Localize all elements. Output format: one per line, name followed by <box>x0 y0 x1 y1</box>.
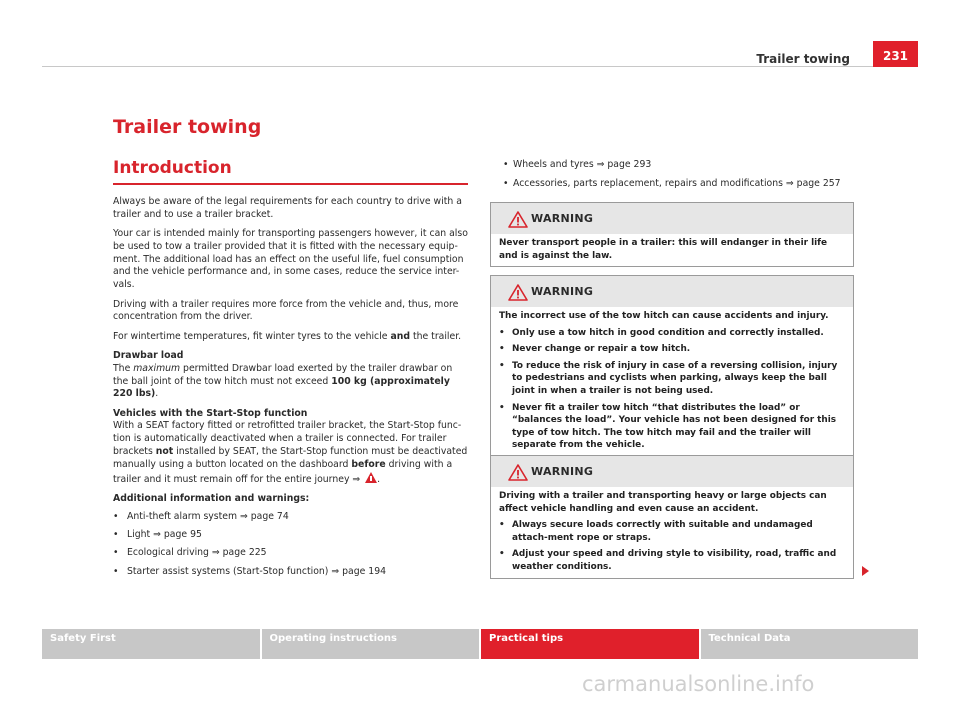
section-title: Introduction <box>113 158 232 178</box>
list-item: • Adjust your speed and driving style to visibility, road, traffic and weather conditions. <box>499 548 845 573</box>
list-item: • Always secure loads correctly with suitable and undamaged attach-ment rope or straps. <box>499 519 845 544</box>
list-item[interactable]: • Starter assist systems (Start-Stop function) ⇒ page 194 <box>113 566 469 579</box>
warning-body <box>491 307 853 456</box>
warning-label: WARNING <box>531 465 594 478</box>
additional-info-heading: Additional information and warnings: <box>113 492 310 504</box>
right-column <box>503 159 851 197</box>
tab-practical-tips[interactable]: Practical tips <box>481 629 701 659</box>
chapter-title: Trailer towing <box>113 116 262 138</box>
intro-paragraph: Always be aware of the legal requirements for each country to drive with a trailer and to use a trailer bracket. <box>113 196 462 220</box>
warning-label: WARNING <box>531 285 594 298</box>
warning-icon[interactable] <box>365 472 377 483</box>
winter-tyres-paragraph: For wintertime temperatures, fit winter tyres to the vehicle and the trailer. <box>113 330 462 342</box>
drawbar-heading: Drawbar load <box>113 349 184 361</box>
continue-arrow-icon <box>862 566 869 576</box>
tab-technical-data[interactable]: Technical Data <box>701 629 919 659</box>
tab-safety-first[interactable]: Safety First <box>42 629 262 659</box>
drawbar-paragraph: The maximum permitted Drawbar load exerted by the trailer drawbar on the ball joint of the tow hitch must not exceed 100 kg (approximately 220 lbs). <box>113 362 453 400</box>
list-item: • Never fit a trailer tow hitch “that distributes the load” or “balances the load”. Your vehicle has not been designed for this type of tow hitch. The tow hitch may fail and the trailer will separate from the vehicle. <box>499 402 845 452</box>
list-item[interactable]: • Accessories, parts replacement, repairs and modifications ⇒ page 257 <box>503 178 851 191</box>
warning-triangle-icon <box>508 464 528 481</box>
startstop-paragraph: With a SEAT factory fitted or retrofitted trailer bracket, the Start-Stop func-tion is automatically deactivated when a trailer is connected. For trailer brackets not installed by SEAT, the Start-Stop function must be deactivated manually using a button located on the dashboard before driving with a trailer and it must remain off for the entire journey ⇒ . <box>113 420 468 485</box>
warning-text: Never transport people in a trailer: this will endanger in their life and is against the law. <box>499 238 828 261</box>
warning-header <box>491 276 853 307</box>
warning-header <box>491 456 853 487</box>
header-rule <box>42 66 918 67</box>
concentration-paragraph: Driving with a trailer requires more force from the vehicle and, thus, more concentration from the driver. <box>113 298 459 323</box>
warning-box-passengers <box>490 202 854 267</box>
warning-box-loads <box>490 455 854 579</box>
warning-triangle-icon <box>508 284 528 301</box>
warning-box-tow-hitch <box>490 275 854 457</box>
left-column <box>113 196 469 584</box>
warning-body <box>491 487 853 578</box>
page-number: 231 <box>873 41 918 67</box>
additional-info-list <box>113 511 469 579</box>
warning-list <box>499 519 845 573</box>
section-rule <box>113 183 468 185</box>
warning-label: WARNING <box>531 212 594 225</box>
warning-text: The incorrect use of the tow hitch can cause accidents and injury. <box>499 311 829 321</box>
usage-paragraph: Your car is intended mainly for transporting passengers however, it can also be used to tow a trailer provided that it is fitted with the necessary equip-ment. The additional load has an effect on the useful life, fuel consumption and the vehicle performance and, in some cases, reduce the service inter-vals. <box>113 228 468 291</box>
reference-list <box>503 159 851 191</box>
warning-header <box>491 203 853 234</box>
warning-text: Driving with a trailer and transporting heavy or large objects can affect vehicle handling and even cause an accident. <box>499 491 827 514</box>
warning-list <box>499 327 845 452</box>
footer-nav <box>42 629 918 659</box>
warning-triangle-icon <box>508 211 528 228</box>
running-title: Trailer towing <box>756 52 850 66</box>
list-item: • Never change or repair a tow hitch. <box>499 343 845 356</box>
warning-body <box>491 234 853 266</box>
watermark: carmanualsonline.info <box>582 672 815 696</box>
list-item: • To reduce the risk of injury in case of a reversing collision, injury to pedestrians and cyclists when parking, always keep the ball joint in when a trailer is not being used. <box>499 360 845 398</box>
list-item[interactable]: • Anti-theft alarm system ⇒ page 74 <box>113 511 469 524</box>
list-item[interactable]: • Light ⇒ page 95 <box>113 529 469 542</box>
list-item[interactable]: • Ecological driving ⇒ page 225 <box>113 547 469 560</box>
list-item[interactable]: • Wheels and tyres ⇒ page 293 <box>503 159 851 172</box>
tab-operating-instructions[interactable]: Operating instructions <box>262 629 482 659</box>
list-item: • Only use a tow hitch in good condition and correctly installed. <box>499 327 845 340</box>
startstop-heading: Vehicles with the Start-Stop function <box>113 407 308 419</box>
